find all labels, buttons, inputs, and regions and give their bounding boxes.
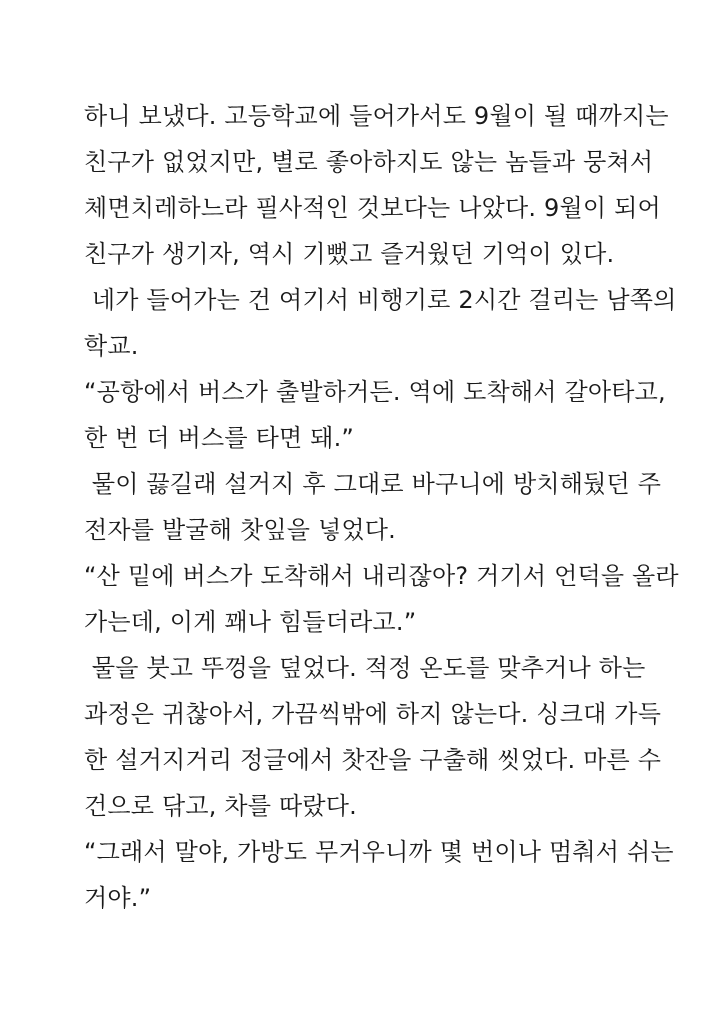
text-line: 하니 보냈다. 고등학교에 들어가서도 9월이 될 때까지는 [84, 102, 669, 130]
text-line: 체면치레하느라 필사적인 것보다는 나았다. 9월이 되어 [84, 194, 661, 222]
text-line: 거야.” [84, 884, 152, 912]
body-text [84, 93, 679, 921]
text-line: 과정은 귀찮아서, 가끔씩밖에 하지 않는다. 싱크대 가득 [84, 700, 662, 728]
text-line: 물을 붓고 뚜껑을 덮었다. 적정 온도를 맞추거나 하는 [84, 654, 646, 682]
text-line: 물이 끓길래 설거지 후 그대로 바구니에 방치해뒀던 주 [84, 470, 662, 498]
text-line: 한 설거지거리 정글에서 찻잔을 구출해 씻었다. 마른 수 [84, 746, 662, 774]
text-line: 네가 들어가는 건 여기서 비행기로 2시간 걸리는 남쪽의 [84, 286, 677, 314]
text-line: 전자를 발굴해 찻잎을 넣었다. [84, 516, 396, 544]
text-line: 가는데, 이게 꽤나 힘들더라고.” [84, 608, 417, 636]
text-line: 친구가 생기자, 역시 기뻤고 즐거웠던 기억이 있다. [84, 240, 615, 268]
text-line: 학교. [84, 332, 139, 360]
text-line: “그래서 말야, 가방도 무거우니까 몇 번이나 멈춰서 쉬는 [84, 838, 674, 866]
text-line: “산 밑에 버스가 도착해서 내리잖아? 거기서 언덕을 올라 [84, 562, 679, 590]
text-line: 친구가 없었지만, 별로 좋아하지도 않는 놈들과 뭉쳐서 [84, 148, 654, 176]
text-line: “공항에서 버스가 출발하거든. 역에 도착해서 갈아타고, [84, 378, 666, 406]
text-line: 한 번 더 버스를 타면 돼.” [84, 424, 355, 452]
text-line: 건으로 닦고, 차를 따랐다. [84, 792, 357, 820]
